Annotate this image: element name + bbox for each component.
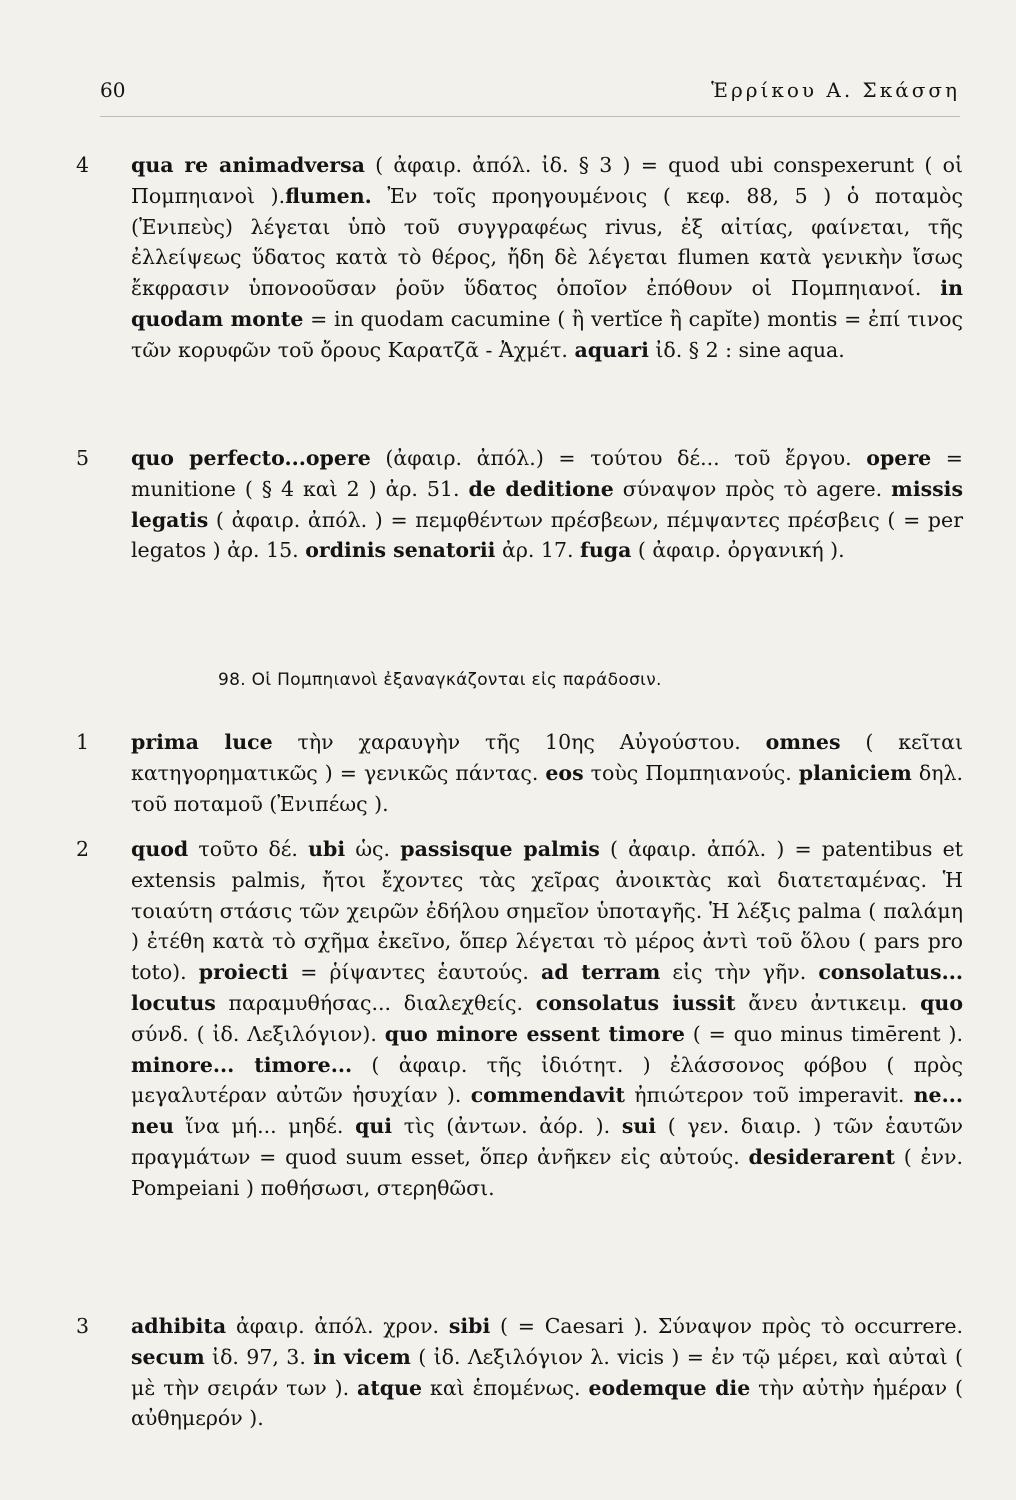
paragraph-number: 3: [76, 1314, 90, 1338]
latin-lemma: sibi: [448, 1314, 491, 1338]
commentary-text: ( ἰδ. Λεξιλόγιον λ. vicis ) = ἐν τῷ μέρει, καὶ αὐταὶ ( μὲ τὴν σειράν των ).: [131, 1344, 964, 1400]
latin-lemma: atque: [357, 1375, 423, 1400]
commentary-text: ἀρ. 17.: [495, 538, 581, 563]
commentary-paragraph: [131, 1311, 963, 1434]
running-head: Ἑρρίκου Α. Σκάσση: [711, 78, 960, 102]
latin-lemma: quo minore essent timore: [384, 1021, 685, 1046]
latin-lemma: passisque palmis: [400, 837, 600, 861]
commentary-text: ὡς.: [345, 837, 401, 861]
latin-lemma: ubi: [308, 837, 346, 861]
commentary-text: ἄνευ ἀντικειμ.: [735, 990, 921, 1015]
latin-lemma: fuga: [580, 538, 632, 563]
latin-lemma: commendavit: [470, 1083, 625, 1108]
latin-lemma: sui: [621, 1114, 657, 1139]
latin-lemma: eodemque die: [588, 1375, 751, 1400]
commentary-text: ( ἀφαιρ. τῆς ἰδιότητ. ) ἐλάσσονος φόβου ( πρὸς μεγαλυτέραν αὐτῶν ἡσυχίαν ).: [131, 1052, 963, 1108]
commentary-text: τὴν χαραυγὴν τῆς 10ης Αὐγούστου.: [272, 730, 766, 754]
commentary-text: ( = Caesari ). Σύναψον πρὸς τὸ occurrere.: [490, 1314, 963, 1338]
commentary-text: σύναψον πρὸς τὸ agere.: [613, 476, 892, 501]
commentary-text: ἰδ. 97, 3.: [204, 1344, 314, 1369]
header-rule: [100, 116, 960, 117]
latin-lemma: planiciem: [798, 760, 912, 785]
latin-lemma: ne... neu: [131, 1083, 963, 1139]
latin-lemma: consolatus iussit: [535, 990, 736, 1015]
commentary-text: εἰς τὴν γῆν.: [660, 960, 819, 985]
commentary-paragraph: [131, 443, 963, 566]
paragraph-number: 4: [76, 153, 90, 177]
commentary-text: ( ἀφαιρ. ἀπόλ. ) = πεμφθέντων πρέσβεων, πέμψαντες πρέσβεις ( = per legatos ) ἀρ. 15.: [131, 507, 963, 563]
commentary-text: ( ἀφαιρ. ὀργανική ).: [631, 538, 845, 563]
latin-lemma: secum: [131, 1344, 205, 1369]
commentary-text: = munitione ( § 4 καὶ 2 ) ἀρ. 51.: [131, 446, 963, 501]
latin-lemma: quo perfecto...opere: [131, 446, 371, 470]
latin-lemma: aquari: [574, 337, 649, 362]
commentary-text: Ἐν τοῖς προηγουμένοις ( κεφ. 88, 5 ) ὁ ποταμὸς (Ἐνιπεὺς) λέγεται ὑπὸ τοῦ συγγραφέως rivus, ἐξ αἰτίας, φαίνεται, τῆς ἐλλείψεως ὕδατος κατὰ τὸ θέρος, ἤδη δὲ λέγεται flumen κατὰ γενικὴν ἴσως ἔκφρασιν ὑπονοοῦσαν ῥοῦν ὕδατος ὁποῖον ἐπόθουν οἱ Πομπηιανοί.: [131, 183, 963, 301]
commentary-text: τὶς (ἀντων. ἀόρ. ).: [392, 1114, 622, 1139]
commentary-text: παραμυθήσας... διαλεχθείς.: [215, 990, 536, 1015]
latin-lemma: quod: [131, 837, 189, 861]
commentary-text: τοῦτο δέ.: [188, 837, 309, 861]
commentary-text: ἵνα μή... μηδέ.: [173, 1114, 356, 1139]
latin-lemma: in quodam monte: [131, 276, 963, 331]
commentary-text: δηλ. τοῦ ποταμοῦ (Ἐνιπέως ).: [131, 760, 963, 816]
latin-lemma: eos: [545, 760, 584, 785]
commentary-paragraph: [131, 834, 963, 1204]
commentary-paragraph: [131, 150, 963, 366]
section-title: 98. Οἱ Πομπηιανοὶ ἐξαναγκάζονται εἰς παράδοσιν.: [218, 670, 662, 690]
latin-lemma: opere: [866, 446, 932, 470]
latin-lemma: adhibita: [131, 1314, 227, 1338]
latin-lemma: omnes: [765, 730, 841, 754]
latin-lemma: flumen.: [285, 183, 372, 208]
commentary-text: ( = quo minus timērent ).: [684, 1021, 963, 1046]
latin-lemma: qui: [355, 1114, 393, 1139]
latin-lemma: prima luce: [131, 730, 273, 754]
commentary-text: τὴν αὐτὴν ἡμέραν ( αὐθημερόν ).: [131, 1375, 963, 1431]
commentary-text: ἠπιώτερον τοῦ imperavit.: [624, 1083, 914, 1108]
commentary-text: σύνδ. ( ἰδ. Λεξιλόγιον).: [131, 1021, 385, 1046]
latin-lemma: ordinis senatorii: [305, 538, 496, 563]
latin-lemma: missis legatis: [131, 476, 964, 532]
latin-lemma: consolatus... locutus: [131, 960, 963, 1015]
paragraph-number: 2: [76, 837, 90, 861]
commentary-text: (ἀφαιρ. ἀπόλ.) = τούτου δέ... τοῦ ἔργου.: [370, 446, 867, 470]
commentary-text: ( γεν. διαιρ. ) τῶν ἑαυτῶν πραγμάτων = quod suum esset, ὅπερ ἀνῆκεν εἰς αὐτούς.: [131, 1114, 963, 1169]
commentary-text: τοὺς Πομπηιανούς.: [583, 760, 799, 785]
commentary-text: ( ἐνν. Pompeiani ) ποθήσωσι, στερηθῶσι.: [131, 1144, 963, 1200]
page-number: 60: [100, 78, 126, 102]
page-header: [100, 78, 960, 102]
paragraph-number: 1: [76, 730, 90, 754]
latin-lemma: minore... timore...: [131, 1052, 353, 1077]
commentary-text: = in quodam cacumine ( ἢ vertĭce ἢ capĭte) montis = ἐπί τινος τῶν κορυφῶν τοῦ ὄρους Καρατζᾶ - Ἀχμέτ.: [131, 306, 964, 362]
commentary-text: ἀφαιρ. ἀπόλ. χρον.: [226, 1314, 449, 1338]
latin-lemma: in vicem: [313, 1344, 411, 1369]
latin-lemma: ad terram: [540, 960, 661, 985]
commentary-paragraph: [131, 727, 963, 819]
paragraph-number: 5: [76, 446, 90, 470]
latin-lemma: de deditione: [468, 476, 614, 501]
commentary-text: καὶ ἑπομένως.: [422, 1375, 589, 1400]
commentary-text: ( κεῖται κατηγορηματικῶς ) = γενικῶς πάντας.: [131, 730, 963, 785]
commentary-text: ( ἀφαιρ. ἀπόλ. ἰδ. § 3 ) = quod ubi conspexerunt ( οἱ Πομπηιανοὶ ).: [131, 153, 963, 208]
latin-lemma: qua re animadversa: [131, 153, 365, 177]
commentary-text: ( ἀφαιρ. ἀπόλ. ) = patentibus et extensis palmis, ἤτοι ἔχοντες τὰς χεῖρας ἀνοικτὰς καὶ διατεταμένας. Ἡ τοιαύτη στάσις τῶν χειρῶν ἐδήλου σημεῖον ὑποταγῆς. Ἡ λέξις palma ( παλάμη ) ἐτέθη κατὰ τὸ σχῆμα ἐκεῖνο, ὅπερ λέγεται τὸ μέρος ἀντὶ τοῦ ὅλου ( pars pro toto).: [131, 837, 964, 985]
latin-lemma: proiecti: [198, 960, 289, 985]
commentary-text: = ῥίψαντες ἑαυτούς.: [288, 960, 541, 985]
latin-lemma: quo: [920, 990, 963, 1015]
latin-lemma: desiderarent: [748, 1144, 895, 1169]
commentary-text: ἰδ. § 2 : sine aqua.: [648, 337, 845, 362]
